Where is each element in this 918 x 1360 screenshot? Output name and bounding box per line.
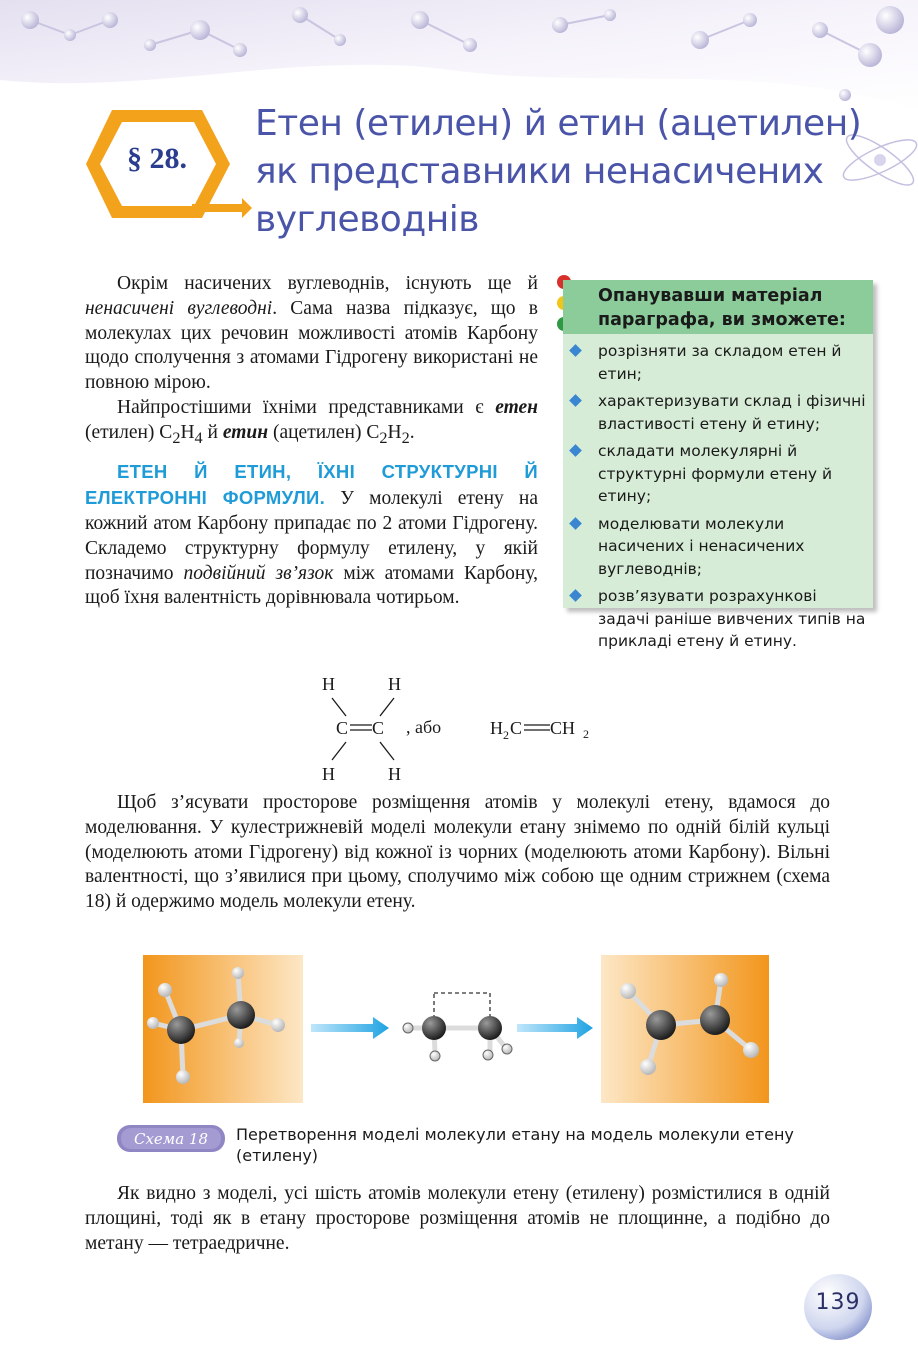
intro-paragraph xyxy=(85,272,538,396)
atom-label: H xyxy=(322,674,335,694)
section-heading: ЕТЕН Й ЕТИН, ЇХНІ СТРУКТУРНІ Й ЕЛЕКТРОННІ ФОРМУЛИ. xyxy=(85,461,538,509)
text-run: й xyxy=(202,421,223,443)
text-run: У молекулі етену на кожний атом Карбону припадає по 2 атоми Гідрогену. Складемо структурну формулу етилену, у якій позначимо xyxy=(85,488,539,584)
text-run: Окрім насичених вуглеводнів, існують ще й xyxy=(117,273,538,294)
scheme-caption: Перетворення моделі молекули етану на модель молекули етену (етилену) xyxy=(236,1125,794,1165)
list-item-text: складати молекулярні й структурні формули етену й етину; xyxy=(598,442,833,505)
text-run: . xyxy=(409,421,415,443)
italic-term: подвійний зв’язок xyxy=(183,562,334,584)
bold-term: етин xyxy=(222,421,269,443)
text-run: між атомами Карбону, щоб їхня валентність дорівнювала чотирьом. xyxy=(85,562,538,609)
atom-label: C xyxy=(510,718,523,738)
subscript: 2 xyxy=(401,428,410,447)
list-item xyxy=(563,340,873,385)
subscript: 2 xyxy=(379,428,388,447)
list-item-text: моделювати молекули насичених і ненасичених вуглеводнів; xyxy=(598,514,805,578)
subscript: 2 xyxy=(503,728,509,742)
atom-label: C xyxy=(372,718,385,738)
diamond-bullet-icon xyxy=(569,344,582,357)
list-item-text: розв’язувати розрахункові задачі раніше вивчених типів на прикладі етену й етину. xyxy=(598,587,866,650)
atom-label: H xyxy=(490,718,503,738)
list-item xyxy=(563,585,873,653)
bold-term: етен xyxy=(495,396,538,418)
text-run: (ацетилен) C xyxy=(268,421,380,443)
subscript: 4 xyxy=(194,428,203,447)
section-paragraph xyxy=(85,460,538,611)
diamond-bullet-icon xyxy=(569,517,582,530)
intro-text xyxy=(85,272,538,611)
list-item-text: характеризувати склад і фізичні властивості етену й етину; xyxy=(598,392,866,433)
scheme-label-badge xyxy=(117,1125,225,1152)
text-run: H xyxy=(387,421,402,443)
atom-label: H xyxy=(322,764,335,784)
list-item xyxy=(563,390,873,435)
objectives-title: Опанувавши матеріал параграфа, ви зможете: xyxy=(598,286,846,330)
text-run: Найпростішими їхніми представниками є xyxy=(117,396,496,418)
atom-label: CH xyxy=(550,718,576,738)
conclusion-paragraph xyxy=(85,1182,830,1256)
title-line: Етен (етилен) й етин (ацетилен) xyxy=(255,103,862,144)
list-item xyxy=(563,513,873,581)
atom-label: C xyxy=(336,718,349,738)
subscript: 2 xyxy=(172,428,181,447)
scheme-label: Схема 18 xyxy=(133,1130,209,1148)
objectives-box xyxy=(563,280,873,650)
or-label: , або xyxy=(406,717,442,737)
diamond-bullet-icon xyxy=(569,444,582,457)
page-number: 139 xyxy=(815,1290,861,1315)
text-run: H xyxy=(180,421,195,443)
diamond-bullet-icon xyxy=(569,394,582,407)
paragraph-text: Як видно з моделі, усі шість атомів молекули етену (етилену) розмістилися в одній площині, тоді як в етану просторове розміщення атомів не площинне, а подібно до метану — тетраедричне. xyxy=(85,1183,830,1254)
scheme-18-illustration xyxy=(143,955,769,1103)
atom-label: H xyxy=(388,764,401,784)
page-title xyxy=(255,100,875,244)
subscript: 2 xyxy=(583,727,589,741)
list-item xyxy=(563,440,873,508)
text-run: (етилен) C xyxy=(85,421,173,443)
atom-label: H xyxy=(388,674,401,694)
paragraph-text: Щоб з’ясувати просторове розміщення атомів у молекулі етену, вдамося до моделювання. У кулестрижневій моделі молекули етану знімемо по одній білій кульці (моделюють атоми Гідрогену) від кожної із чорних (моделюють атоми Карбону). Вільні валентності, що з’явилися при цьому, сполучимо між собою ще одним стрижнем (схема 18) й одержимо модель молекули етену. xyxy=(85,792,830,913)
text-run: . Сама назва підказує, що в молекулах цих речовин можливості атомів Карбону щодо сполучення з атомами Гідрогену використані не повною мірою. xyxy=(85,297,538,394)
ethene-structural-formula xyxy=(300,670,640,790)
title-line: вуглеводнів xyxy=(255,199,479,240)
objectives-header xyxy=(563,280,873,334)
section-number: § 28. xyxy=(127,142,187,175)
list-item-text: розрізняти за складом етен й етин; xyxy=(598,342,842,383)
title-line: як представники ненасичених xyxy=(255,151,824,192)
intro-paragraph xyxy=(85,396,538,450)
objectives-list xyxy=(563,340,873,658)
diamond-bullet-icon xyxy=(569,589,582,602)
italic-term: ненасичені вуглеводні xyxy=(85,297,273,319)
modeling-paragraph xyxy=(85,791,830,915)
